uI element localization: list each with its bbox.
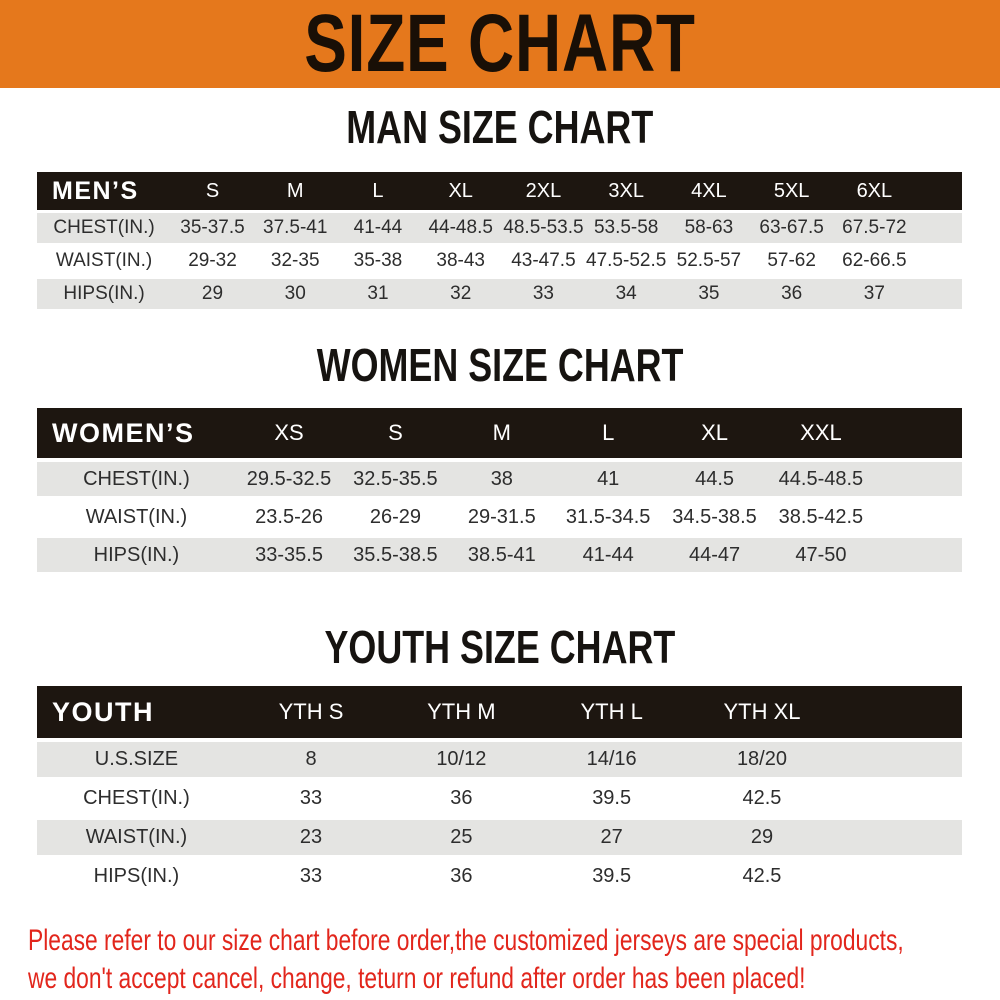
size-column-header: M [449,408,555,458]
measurement-row [37,500,962,534]
men-section-heading [0,101,1000,153]
women-section-heading [0,339,1000,391]
size-column-header: YTH S [236,686,386,738]
size-value-cell: 43-47.5 [511,250,576,271]
measurement-row [37,213,962,243]
size-value-cell: 37 [833,279,916,309]
size-value-cell: 25 [386,820,536,855]
size-value-cell: 38-43 [436,250,485,271]
size-column-header: 3XL [585,172,668,210]
order-policy-note-line1: Please refer to our size chart before order,the customized jerseys are special products, [28,924,904,957]
size-value-cell: 33 [502,279,585,309]
size-value-cell: 35-37.5 [171,213,254,243]
size-value-cell: 26-29 [369,505,422,528]
row-label: WAIST(IN.) [55,250,153,271]
table-title-cell: MEN’S [37,172,171,210]
size-value-cell: 38.5-42.5 [778,505,864,528]
size-column-header: M [254,172,337,210]
size-column-header: XL [661,408,767,458]
size-value-cell: 23.5-26 [255,505,323,528]
measurement-row [37,820,962,855]
row-label: WAIST(IN.) [85,505,188,528]
row-label: U.S.SIZE [37,742,236,777]
size-column-header: S [171,172,254,210]
table-title-cell: WOMEN’S [37,408,236,458]
size-value-cell: 41-44 [337,213,420,243]
size-header-row [37,408,962,458]
size-value-cell: 44-48.5 [419,213,502,243]
youth-section-heading-text: YOUTH SIZE CHART [324,621,676,673]
size-value-cell: 62-66.5 [842,250,907,271]
size-value-cell: 35.5-38.5 [342,538,448,572]
measurement-row [37,781,962,816]
size-value-cell: 38 [449,462,555,496]
size-column-header: YTH M [386,686,536,738]
size-value-cell: 67.5-72 [833,213,916,243]
size-value-cell: 31.5-34.5 [565,505,651,528]
size-column-header: XXL [768,408,874,458]
youth-section-heading [0,621,1000,673]
size-value-cell: 35 [668,279,751,309]
order-policy-note [28,922,1000,998]
size-value-cell: 47.5-52.5 [586,250,667,271]
row-label: WAIST(IN.) [37,820,236,855]
size-value-cell: 29 [687,820,837,855]
header-spacer-cell [916,172,962,210]
row-spacer-cell [837,742,962,777]
size-value-cell: 48.5-53.5 [502,213,585,243]
size-value-cell: 34.5-38.5 [672,505,757,528]
size-value-cell: 41 [555,462,661,496]
size-column-header: 2XL [502,172,585,210]
men-section-heading-text: MAN SIZE CHART [346,101,654,153]
measurement-row [37,462,962,496]
row-label: HIPS(IN.) [37,538,236,572]
measurement-row [37,246,962,276]
size-column-header: L [337,172,420,210]
size-column-header: 5XL [750,172,833,210]
size-value-cell: 44.5 [661,462,767,496]
size-value-cell: 32 [419,279,502,309]
size-header-row [37,686,962,738]
row-spacer-cell [916,213,962,243]
size-value-cell: 36 [450,865,473,887]
banner-title: SIZE CHART [304,0,696,89]
size-value-cell: 63-67.5 [750,213,833,243]
size-value-cell: 29 [171,279,254,309]
row-label: HIPS(IN.) [37,279,171,309]
size-value-cell: 31 [337,279,420,309]
row-label: CHEST(IN.) [37,213,171,243]
size-value-cell: 29-31.5 [467,505,536,528]
size-value-cell: 32-35 [270,250,320,271]
row-label: HIPS(IN.) [93,865,180,887]
size-value-cell: 44-47 [661,538,767,572]
measurement-row [37,279,962,309]
men-size-table [37,169,962,312]
size-value-cell: 38.5-41 [449,538,555,572]
women-section-heading-text: WOMEN SIZE CHART [316,339,684,391]
size-column-header: XL [419,172,502,210]
header-spacer-cell [874,408,962,458]
size-value-cell: 37.5-41 [254,213,337,243]
size-value-cell: 29.5-32.5 [236,462,342,496]
row-spacer-cell [837,820,962,855]
size-value-cell: 35-38 [353,250,403,271]
size-value-cell: 30 [254,279,337,309]
row-spacer-cell [916,246,962,276]
size-value-cell: 42.5 [742,865,782,887]
size-value-cell: 47-50 [768,538,874,572]
size-column-header: 6XL [833,172,916,210]
size-value-cell: 36 [750,279,833,309]
order-policy-note-line2: we don't accept cancel, change, teturn or refund after order has been placed! [28,962,806,995]
size-value-cell: 14/16 [537,742,687,777]
size-value-cell: 36 [450,787,473,809]
size-value-cell: 10/12 [386,742,536,777]
measurement-row [37,859,962,894]
measurement-row [37,538,962,572]
row-spacer-cell [874,500,962,534]
youth-size-table [37,682,962,898]
size-value-cell: 57-62 [767,250,816,271]
measurement-row [37,742,962,777]
size-column-header: XS [236,408,342,458]
size-value-cell: 8 [236,742,386,777]
men-size-section [0,101,1000,312]
size-value-cell: 34 [585,279,668,309]
women-size-section [0,339,1000,576]
size-value-cell: 18/20 [687,742,837,777]
size-column-header: YTH XL [687,686,837,738]
size-value-cell: 39.5 [592,865,632,887]
row-spacer-cell [874,462,962,496]
youth-size-section [0,621,1000,898]
size-value-cell: 42.5 [742,787,782,809]
row-spacer-cell [916,279,962,309]
row-label: CHEST(IN.) [37,462,236,496]
size-column-header: L [555,408,661,458]
size-header-row [37,172,962,210]
size-column-header: YTH L [537,686,687,738]
table-title-cell: YOUTH [37,686,236,738]
size-value-cell: 32.5-35.5 [342,462,448,496]
row-spacer-cell [837,781,962,816]
size-value-cell: 39.5 [592,787,632,809]
size-value-cell: 27 [537,820,687,855]
row-spacer-cell [837,859,962,894]
size-value-cell: 33 [299,787,323,809]
size-value-cell: 53.5-58 [585,213,668,243]
size-value-cell: 58-63 [668,213,751,243]
size-value-cell: 41-44 [555,538,661,572]
size-column-header: 4XL [668,172,751,210]
size-value-cell: 33 [299,865,323,887]
size-chart-banner [0,0,1000,88]
size-value-cell: 44.5-48.5 [768,462,874,496]
size-value-cell: 52.5-57 [676,250,742,271]
size-column-header: S [342,408,448,458]
header-spacer-cell [837,686,962,738]
row-label: CHEST(IN.) [83,787,190,809]
size-value-cell: 23 [236,820,386,855]
size-value-cell: 33-35.5 [236,538,342,572]
row-spacer-cell [874,538,962,572]
size-value-cell: 29-32 [188,250,237,271]
women-size-table [37,404,962,576]
